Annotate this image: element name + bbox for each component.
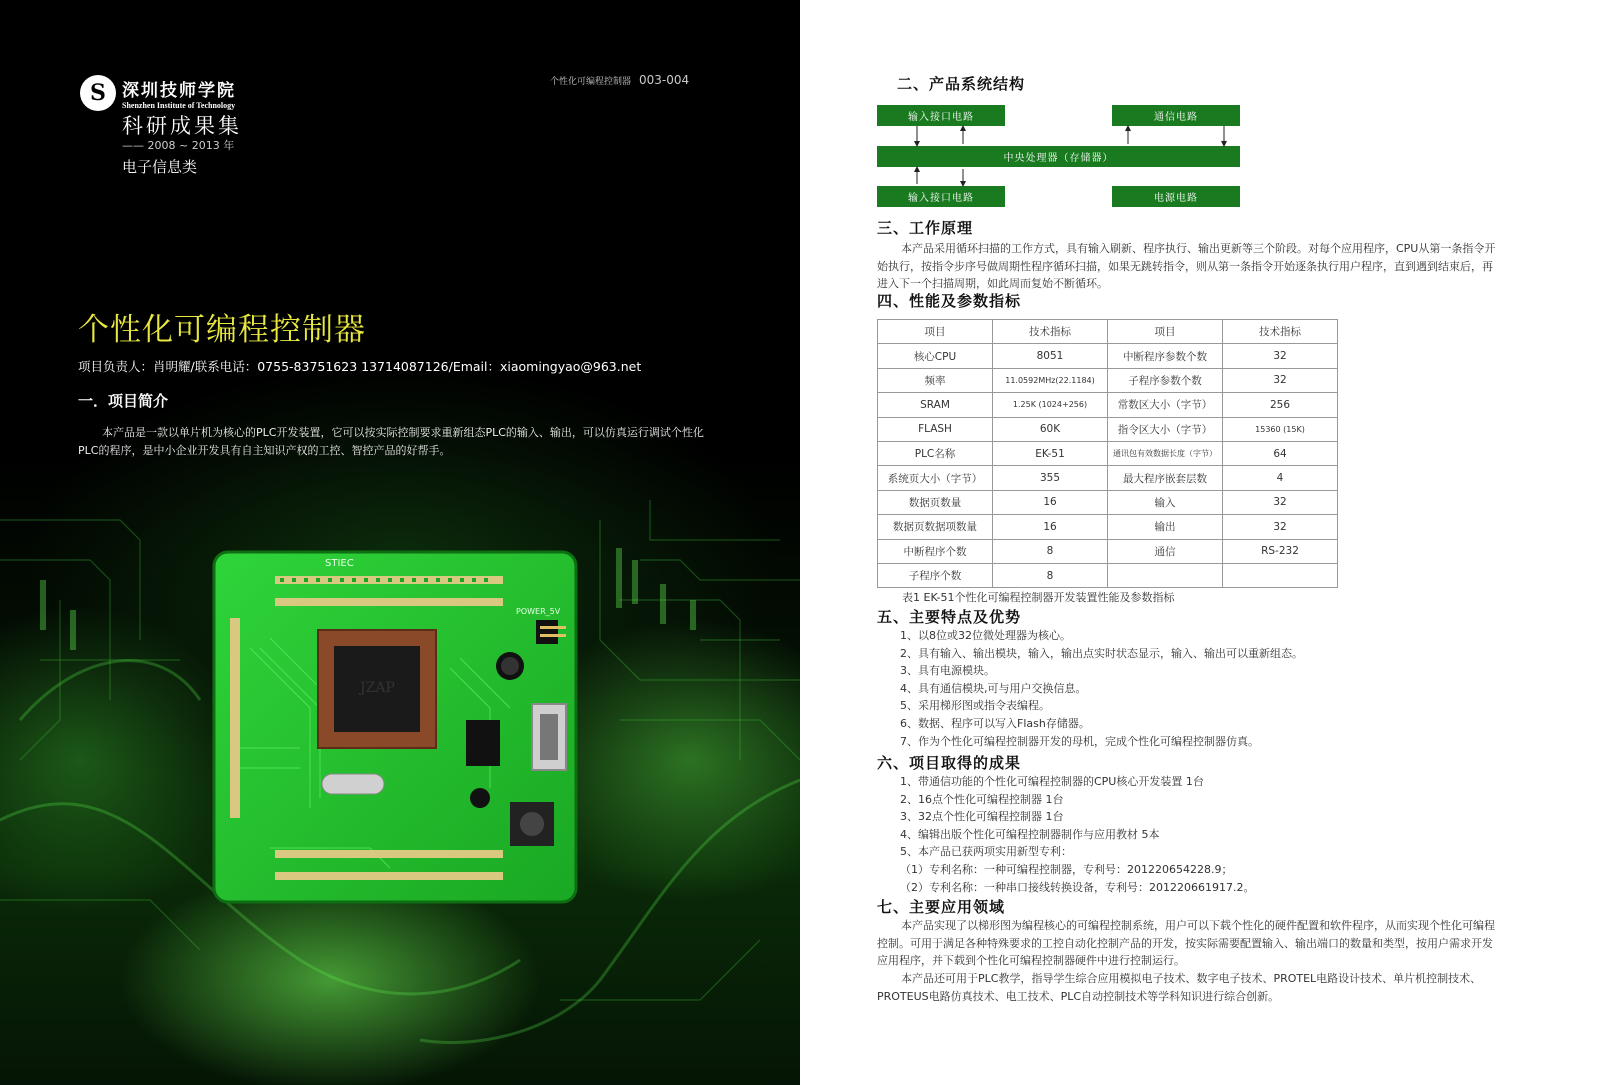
- table-row: [878, 417, 1338, 441]
- s-emblem-icon: S: [80, 75, 116, 111]
- table-cell: 中断程序参数个数: [1108, 344, 1223, 368]
- table-row: [878, 563, 1338, 587]
- table-cell: 常数区大小（字节）: [1108, 393, 1223, 417]
- table-cell: 输入: [1108, 490, 1223, 514]
- table-cell: 15360 (15K): [1223, 417, 1338, 441]
- list-item: 1、带通信功能的个性化可编程控制器的CPU核心开发装置 1台: [900, 775, 1204, 788]
- block-input-top: 输入接口电路: [877, 105, 1005, 126]
- table-cell: 频率: [878, 368, 993, 392]
- page-numbers: 003-004: [639, 73, 690, 87]
- list-item: 5、本产品已获两项实用新型专利：: [900, 845, 1072, 859]
- category-label: 电子信息类: [122, 158, 198, 176]
- features-list: [900, 627, 1303, 750]
- table-cell: 16: [993, 490, 1108, 514]
- school-name-cn: 深圳技师学院: [122, 81, 236, 101]
- table-cell: 中断程序个数: [878, 539, 993, 563]
- table-row: [878, 515, 1338, 539]
- pcb-power-label: POWER_5V: [516, 607, 561, 616]
- school-name-en: Shenzhen Institute of Technology: [122, 101, 236, 110]
- table-cell: 输出: [1108, 515, 1223, 539]
- list-item: 6、数据、程序可以写入Flash存储器。: [900, 716, 1090, 730]
- table-header-row: [878, 320, 1338, 344]
- section6-title: 六、项目取得的成果: [877, 754, 1022, 772]
- table-row: [878, 344, 1338, 368]
- table-cell: FLASH: [878, 417, 993, 441]
- list-item: 4、具有通信模块,可与用户交换信息。: [900, 681, 1087, 695]
- pcb-board-label: STIEC: [325, 558, 354, 569]
- section1-text: 本产品是一款以单片机为核心的PLC开发装置，它可以按实际控制要求重新组态PLC的输入、输出，可以仿真运行调试个性化PLC的程序，是中小企业开发具有自主知识产权的工控、智控产品的好帮手。: [78, 426, 704, 457]
- table-cell: 8051: [993, 344, 1108, 368]
- section7-title: 七、主要应用领域: [877, 898, 1006, 916]
- table-cell: 数据页数据项数量: [878, 515, 993, 539]
- table-cell: 32: [1223, 490, 1338, 514]
- list-item: 2、具有输入、输出模块，输入，输出点实时状态显示，输入、输出可以重新组态。: [900, 646, 1303, 660]
- list-item: 1、以8位或32位微处理器为核心。: [900, 629, 1071, 642]
- table-cell: 8: [993, 539, 1108, 563]
- section3-text: 本产品采用循环扫描的工作方式，具有输入刷新、程序执行、输出更新等三个阶段。对每个应用程序，CPU从第一条指令开始执行，按指令步序号做周期性程序循环扫描，如果无跳转指令，则从第一条指令开始逐条执行用户程序，直到遇到结束后，再进入下一个扫描周期，如此周而复始不断循环。: [877, 242, 1496, 290]
- table-cell: 指令区大小（字节）: [1108, 417, 1223, 441]
- table-cell: 系统页大小（字节）: [878, 466, 993, 490]
- table-cell: 64: [1223, 441, 1338, 465]
- spec-table: [877, 319, 1338, 588]
- table-cell: 32: [1223, 368, 1338, 392]
- table-cell: 32: [1223, 344, 1338, 368]
- table-cell: 子程序个数: [878, 563, 993, 587]
- block-cpu: 中央处理器（存储器）: [877, 146, 1240, 167]
- table-row: [878, 393, 1338, 417]
- years-range: —— 2008 ~ 2013 年: [122, 139, 235, 152]
- list-item: 7、作为个性化可编程控制器开发的母机，完成个性化可编程控制器仿真。: [900, 734, 1259, 748]
- table-cell: 1.25K (1024+256): [993, 393, 1108, 417]
- section7-para1: 本产品实现了以梯形图为编程核心的可编程控制系统，用户可以下载个性化的硬件配置和软件程序，从而实现个性化可编程控制。可用于满足各种特殊要求的工控自动化控制产品的开发，按实际需要配置输入、输出端口的数量和类型，按用户需求开发应用程序，并下载到个性化可编程控制器硬件中进行控制运行。: [877, 919, 1495, 967]
- table-cell: 最大程序嵌套层数: [1108, 466, 1223, 490]
- table-cell: 技术指标: [1223, 320, 1338, 344]
- table-cell: 8: [993, 563, 1108, 587]
- contact-line: 项目负责人：肖明耀/联系电话：0755-83751623 13714087126/Email：xiaomingyao@963.net: [78, 359, 642, 374]
- table-cell: 60K: [993, 417, 1108, 441]
- table-caption: 表1 EK-51个性化可编程控制器开发装置性能及参数指标: [902, 591, 1175, 604]
- table-cell: 技术指标: [993, 320, 1108, 344]
- school-logo: [80, 75, 236, 111]
- table-cell: PLC名称: [878, 441, 993, 465]
- list-item: 2、16点个性化可编程控制器 1台: [900, 792, 1064, 806]
- table-row: [878, 490, 1338, 514]
- section1-title: 一．项目简介: [78, 392, 169, 410]
- page-header-title: 个性化可编程控制器: [550, 76, 632, 87]
- list-item: 4、编辑出版个性化可编程控制器制作与应用教材 5本: [900, 827, 1160, 841]
- table-row: [878, 368, 1338, 392]
- table-cell: EK-51: [993, 441, 1108, 465]
- table-row: [878, 441, 1338, 465]
- table-cell: 项目: [878, 320, 993, 344]
- section2-title: 二、产品系统结构: [897, 75, 1026, 93]
- list-item: （2）专利名称：一种串口接线转换设备，专利号：201220661917.2。: [900, 880, 1255, 894]
- list-item: 3、具有电源模块。: [900, 664, 995, 678]
- mcu-chip-label: JZAP: [360, 680, 395, 696]
- right-page: [800, 0, 1600, 1085]
- section4-title: 四、性能及参数指标: [877, 292, 1022, 310]
- table-cell: SRAM: [878, 393, 993, 417]
- table-cell: RS-232: [1223, 539, 1338, 563]
- structure-arrows: [800, 0, 1600, 220]
- achievements-list: [900, 773, 1254, 896]
- table-cell: 项目: [1108, 320, 1223, 344]
- table-row: [878, 539, 1338, 563]
- table-cell: [1108, 563, 1223, 587]
- table-cell: 核心CPU: [878, 344, 993, 368]
- page-header-tag: [550, 73, 689, 87]
- block-power: 电源电路: [1112, 186, 1240, 207]
- block-input-bottom: 输入接口电路: [877, 186, 1005, 207]
- section3-title: 三、工作原理: [877, 219, 974, 237]
- table-cell: 数据页数量: [878, 490, 993, 514]
- table-row: [878, 466, 1338, 490]
- table-cell: 通信: [1108, 539, 1223, 563]
- block-comm: 通信电路: [1112, 105, 1240, 126]
- section5-title: 五、主要特点及优势: [877, 608, 1022, 626]
- table-cell: 子程序参数个数: [1108, 368, 1223, 392]
- list-item: 3、32点个性化可编程控制器 1台: [900, 810, 1064, 824]
- table-cell: 32: [1223, 515, 1338, 539]
- table-cell: 11.0592MHz(22.1184): [993, 368, 1108, 392]
- collection-title: 科研成果集: [122, 114, 242, 138]
- section7-para2: 本产品还可用于PLC教学，指导学生综合应用模拟电子技术、数字电子技术、PROTEL电路设计技术、单片机控制技术、PROTEUS电路仿真技术、电工技术、PLC自动控制技术等学科知识进行综合创新。: [877, 972, 1482, 1003]
- pcb-board-image: [210, 548, 590, 910]
- table-cell: 256: [1223, 393, 1338, 417]
- list-item: 5、采用梯形图或指令表编程。: [900, 699, 1050, 713]
- main-title: 个性化可编程控制器: [78, 312, 366, 348]
- table-cell: 通讯包有效数据长度（字节）: [1108, 441, 1223, 465]
- table-cell: 4: [1223, 466, 1338, 490]
- table-cell: 355: [993, 466, 1108, 490]
- list-item: （1）专利名称：一种可编程控制器，专利号：201220654228.9；: [900, 862, 1233, 876]
- table-cell: [1223, 563, 1338, 587]
- table-cell: 16: [993, 515, 1108, 539]
